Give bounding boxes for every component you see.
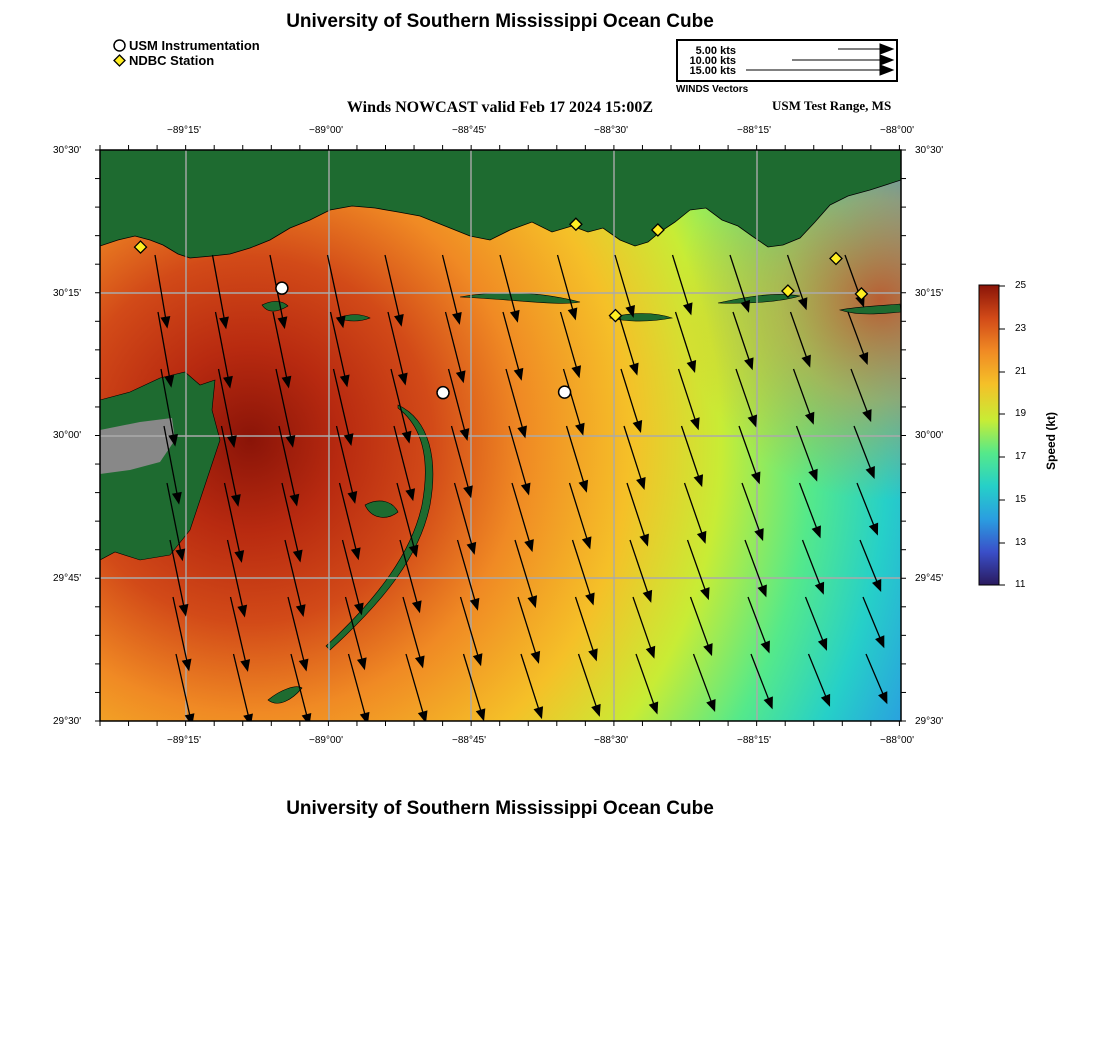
colorbar-title: Speed (kt) — [1044, 411, 1058, 470]
lat-label-left: 29°45' — [53, 573, 82, 584]
colorbar-tick-label: 21 — [1015, 366, 1027, 377]
map-region-label: USM Test Range, MS — [772, 98, 892, 113]
lon-label-bottom: −88°30' — [594, 735, 628, 746]
lat-label-left: 29°30' — [53, 716, 82, 727]
colorbar-tick-label: 23 — [1015, 323, 1027, 334]
map-subtitle: Winds NOWCAST valid Feb 17 2024 15:00Z — [346, 99, 654, 116]
usm-station-marker — [276, 282, 288, 294]
wind-vector — [903, 255, 922, 305]
wind-vector — [909, 369, 929, 419]
vector-legend-arrows — [746, 44, 893, 75]
lon-label-bottom: −89°00' — [309, 735, 343, 746]
wind-vector — [921, 597, 942, 646]
legend-usm-label: USM Instrumentation — [129, 38, 260, 53]
lon-label-top: −88°15' — [737, 125, 771, 136]
legend-ndbc-label: NDBC Station — [129, 53, 215, 68]
wind-vector — [924, 654, 945, 702]
lat-label-left: 30°30' — [53, 145, 82, 156]
usm-station-marker — [559, 386, 571, 398]
lon-label-bottom: −88°00' — [880, 735, 914, 746]
colorbar-tick-label: 19 — [1015, 408, 1027, 419]
vector-legend-label-10: 10.00 kts — [689, 55, 736, 67]
lon-label-bottom: −89°15' — [167, 735, 201, 746]
vector-legend-caption: WINDS Vectors — [676, 84, 749, 95]
colorbar-tick-label: 25 — [1015, 280, 1027, 291]
lon-label-top: −88°00' — [880, 125, 914, 136]
colorbar-tick-label: 11 — [1015, 579, 1026, 590]
lon-label-top: −89°00' — [309, 125, 343, 136]
vector-legend-label-5: 5.00 kts — [695, 45, 736, 57]
lat-label-left: 30°00' — [53, 430, 82, 441]
lon-label-top: −88°30' — [594, 125, 628, 136]
colorbar-tick-label: 15 — [1015, 494, 1027, 505]
wind-vector — [915, 483, 936, 533]
lon-label-bottom: −88°15' — [737, 735, 771, 746]
lon-label-top: −88°45' — [452, 125, 486, 136]
vector-legend-label-15: 15.00 kts — [689, 65, 736, 77]
colorbar-tick-label: 17 — [1015, 451, 1027, 462]
lat-label-right: 29°30' — [915, 716, 944, 727]
colorbar-tick-label: 13 — [1015, 537, 1027, 548]
lat-label-right: 29°45' — [915, 573, 944, 584]
lat-label-left: 30°15' — [53, 288, 82, 299]
wind-vector — [912, 426, 933, 476]
lat-label-right: 30°15' — [915, 288, 944, 299]
lon-label-bottom: −88°45' — [452, 735, 486, 746]
wind-vector — [918, 540, 939, 589]
lat-label-right: 30°00' — [915, 430, 944, 441]
wind-vector — [906, 312, 926, 362]
lon-label-top: −89°15' — [167, 125, 201, 136]
footer-title: University of Southern Mississippi Ocean Cube — [286, 798, 714, 819]
page-title: University of Southern Mississippi Ocean Cube — [286, 11, 714, 32]
usm-station-marker — [437, 387, 449, 399]
lat-label-right: 30°30' — [915, 145, 944, 156]
